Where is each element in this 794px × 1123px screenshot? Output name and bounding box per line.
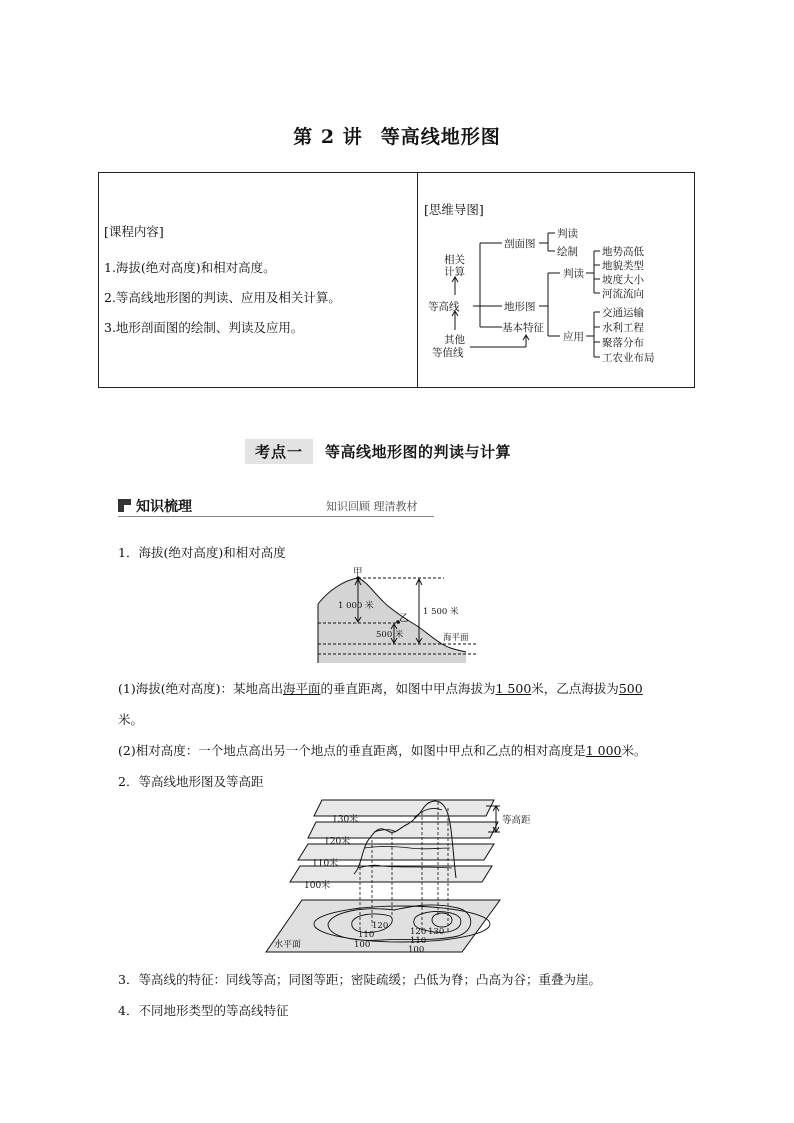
contour-label-110a: 110 xyxy=(358,930,375,940)
base-plane-label: 水平面 xyxy=(274,940,302,950)
mm-read-1: 地势高低 xyxy=(602,246,644,258)
mm-apply: 应用 xyxy=(563,331,584,343)
lecture-topic: 等高线地形图 xyxy=(380,126,501,148)
mm-related-1: 相关 xyxy=(444,254,465,266)
fig1-h500: 500 米 xyxy=(376,630,404,640)
mm-apply-3: 聚落分布 xyxy=(602,337,644,349)
para-relative xyxy=(118,741,647,759)
mindmap xyxy=(420,215,692,370)
mm-topo: 地形图 xyxy=(504,301,536,313)
item2-heading: 2．等高线地形图及等高距 xyxy=(118,774,264,789)
kaodian-name: 等高线地形图的判读与计算 xyxy=(325,442,512,461)
p1-c: 的垂直距离，如图中甲点海拔为 xyxy=(320,681,496,696)
course-item-2: 2.等高线地形图的判读、应用及相关计算。 xyxy=(104,290,341,305)
plane-120: 120米 xyxy=(324,837,351,847)
p2-a: (2)相对高度：一个地点高出另一个地点的垂直距离，如图中甲点和乙点的相对高度是 xyxy=(118,743,586,758)
item1-heading: 1．海拔(绝对高度)和相对高度 xyxy=(118,545,286,560)
kaodian-tag: 考点一 xyxy=(245,439,313,464)
p2-c: 米。 xyxy=(621,743,647,758)
lecture-number: 第 2 讲 xyxy=(293,126,363,148)
mm-read-4: 河流流向 xyxy=(602,288,644,300)
contour-label-100b: 100 xyxy=(408,945,425,955)
contour-figure xyxy=(262,796,542,962)
contour-label-130: 130 xyxy=(428,927,445,937)
course-heading: [课程内容] xyxy=(104,224,164,239)
mm-read-2: 地貌类型 xyxy=(602,260,644,272)
plane-130: 130米 xyxy=(332,815,359,825)
para-altitude xyxy=(118,679,643,697)
mm-profile: 剖面图 xyxy=(504,238,536,250)
contour-label-100a: 100 xyxy=(354,940,371,950)
plane-100: 100米 xyxy=(304,881,331,891)
mm-other-1: 其他 xyxy=(444,334,465,346)
contour-label-120b: 120 xyxy=(410,927,427,937)
overview-divider xyxy=(417,172,418,388)
section-subtitle: 知识回顾 理清教材 xyxy=(326,500,418,513)
mm-apply-1: 交通运输 xyxy=(602,307,644,319)
mm-read-3: 坡度大小 xyxy=(602,274,644,286)
fig1-jia: 甲 xyxy=(353,567,363,578)
section-underline xyxy=(118,516,434,517)
p1-jia-value: 1 500 xyxy=(495,681,532,696)
page-title xyxy=(0,122,794,149)
contour-label-120a: 120 xyxy=(372,921,389,931)
item4-heading: 4．不同地形类型的等高线特征 xyxy=(118,1003,289,1018)
fig1-yi: 乙 xyxy=(399,613,409,624)
p1-e: 米，乙点海拔为 xyxy=(531,681,619,696)
p1-sea-level: 海平面 xyxy=(282,681,321,696)
interval-label: 等高距 xyxy=(502,815,531,826)
mm-profile-read: 判读 xyxy=(557,228,578,240)
contour-label-110b: 110 xyxy=(410,936,427,946)
mm-apply-2: 水利工程 xyxy=(602,322,644,334)
p1-a: (1)海拔(绝对高度)：某地高出 xyxy=(118,681,283,696)
section-header xyxy=(118,496,434,518)
fig1-h1000: 1 000 米 xyxy=(338,601,374,611)
plane-110: 110米 xyxy=(312,859,339,869)
mm-other-2: 等值线 xyxy=(432,347,464,359)
kaodian-heading xyxy=(245,439,511,463)
p1-tail: 米。 xyxy=(118,712,144,727)
p2-relative-value: 1 000 xyxy=(585,743,622,758)
section-title: 知识梳理 xyxy=(136,499,192,515)
fig1-h1500: 1 500 米 xyxy=(423,607,459,617)
mm-read: 判读 xyxy=(563,268,584,280)
mm-center: 等高线 xyxy=(428,301,460,313)
mindmap-heading: [思维导图] xyxy=(424,202,484,217)
p1-yi-value: 500 xyxy=(618,681,643,696)
item3-text: 3．等高线的特征：同线等高；同图等距；密陡疏缓；凸低为脊；凸高为谷；重叠为崖。 xyxy=(118,972,601,987)
mm-related-2: 计算 xyxy=(444,266,465,278)
course-item-1: 1.海拔(绝对高度)和相对高度。 xyxy=(104,260,276,275)
altitude-figure xyxy=(314,566,484,670)
section-square-notch xyxy=(124,505,131,512)
mm-basic: 基本特征 xyxy=(502,322,544,334)
fig1-sea: 海平面 xyxy=(443,633,469,643)
mm-profile-draw: 绘制 xyxy=(557,246,578,258)
mm-apply-4: 工农业布局 xyxy=(602,352,655,364)
course-item-3: 3.地形剖面图的绘制、判读及应用。 xyxy=(104,320,304,335)
